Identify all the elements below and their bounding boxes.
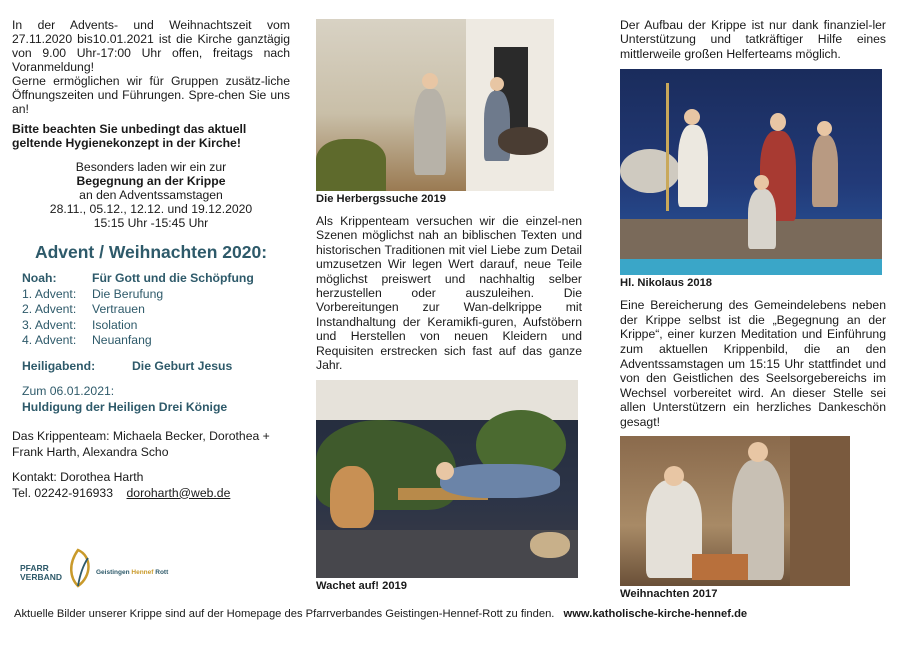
invite-line1: Besonders laden wir ein zur: [75, 160, 227, 174]
meeting-description: Eine Bereicherung des Gemeindelebens neben der Krippe selbst ist die „Begegnung an der Krippe“, einer kurzen Meditation und Einführung zum aktuellen Krippenbild, die an den Adventssamstagen um 15:15 Uhr stattfindet und von den Geistlichen des Seelsorgebereichs im Wechsel vorbereitet wird. An dieser Stelle sei allen Unterstützern ein herzliches Dankeschön gesagt!: [620, 298, 886, 429]
photo-sleeping-figure: [440, 464, 560, 498]
photo-figure: [414, 89, 446, 175]
advent-label: 1. Advent:: [22, 286, 77, 301]
photo-figure-head: [422, 73, 438, 89]
logo-name-line1: PFARR: [20, 563, 49, 573]
program-headline: Advent / Weihnachten 2020:: [34, 242, 268, 262]
caption-herbergssuche: Die Herbergssuche 2019: [316, 193, 446, 205]
program-advent-1: [22, 287, 290, 303]
right-column: [620, 0, 886, 601]
team-text: Das Krippenteam: Michaela Becker, Dorothea + Frank Harth, Alexandra Scho: [12, 429, 270, 459]
pfarrverband-logo: [20, 546, 210, 590]
hygiene-notice: Bitte beachten Sie unbedingt das aktuell geltende Hygienekonzept in der Kirche!: [12, 122, 247, 150]
middle-column: [316, 0, 582, 593]
logo-leaf-icon: [58, 546, 98, 590]
caption-weihnachten: Weihnachten 2017: [620, 587, 718, 600]
invite-line3: an den Adventssamstagen: [79, 188, 223, 202]
logo-name: [20, 564, 62, 582]
program-heiligabend: [22, 359, 290, 375]
photo-donkey: [498, 127, 548, 155]
homepage-link[interactable]: www.katholische-kirche-hennef.de: [563, 608, 748, 620]
opening-hours-text: In der Advents- und Weihnachtszeit vom 27.11.2020 bis10.01.2021 ist die Kirche ganztägig von 9.00 Uhr-17:00 Uhr offen, freitags nach Voranmeldung!: [12, 18, 290, 74]
photo-nikolaus: [620, 69, 882, 275]
phone-number: Tel. 02242-916933: [12, 485, 113, 500]
photo-herbergssuche: [316, 19, 554, 191]
photo-stone: [530, 532, 570, 558]
advent-theme: Isolation: [92, 317, 138, 332]
photo-figure-head: [664, 466, 684, 486]
program-advent-2: [22, 302, 290, 318]
advent-theme: Die Berufung: [92, 286, 164, 301]
photo-bishop-staff: [666, 83, 669, 211]
advent-label: 4. Advent:: [22, 333, 77, 347]
photo-vase: [330, 466, 374, 528]
program-advent-3: [22, 318, 290, 334]
advent-theme: Vertrauen: [92, 302, 145, 316]
logo-place-a: Geistingen: [96, 569, 130, 576]
invite-time: 15:15 Uhr -15:45 Uhr: [93, 216, 209, 230]
groups-text: Gerne ermöglichen wir für Gruppen zusätz-liche Öffnungszeiten und Führungen. Spre-chen Sie uns an!: [12, 74, 290, 116]
photo-wall: [790, 436, 850, 586]
logo-name-line2: VERBAND: [20, 572, 63, 582]
noah-theme: Für Gott und die Schöpfung: [92, 271, 254, 285]
photo-wachet-auf: [316, 380, 578, 578]
logo-places: [96, 569, 168, 576]
invite-dates: 28.11., 05.12., 12.12. und 19.12.2020: [49, 202, 253, 216]
program-list: [22, 271, 290, 415]
advent-label: 2. Advent:: [22, 302, 77, 316]
photo-figure-head: [490, 77, 504, 91]
photo-manger: [692, 554, 748, 580]
program-noah: [22, 271, 290, 287]
left-column: [12, 0, 290, 501]
photo-figure-head: [748, 442, 768, 462]
email-link[interactable]: doroharth@web.de: [126, 485, 231, 500]
photo-figure-head: [817, 121, 832, 136]
contact-name: Kontakt: Dorothea Harth: [12, 470, 144, 484]
photo-plants: [316, 139, 386, 191]
photo-figure-head: [684, 109, 700, 125]
program-advent-4: [22, 333, 290, 349]
caption-wachet-auf: Wachet auf! 2019: [316, 580, 407, 593]
logo-place-b: Hennef: [131, 569, 154, 576]
logo-place-c: Rott: [155, 569, 169, 576]
advent-label: 3. Advent:: [22, 317, 77, 332]
photo-sheep: [620, 149, 680, 193]
footer-text: Aktuelle Bilder unserer Krippe sind auf der Homepage des Pfarrverbandes Geistingen-Hennef-Rott zu finden.: [14, 608, 555, 620]
epiphany-date: Zum 06.01.2021:: [22, 384, 115, 398]
contact-line: [12, 486, 290, 502]
photo-figure-head: [770, 113, 786, 131]
caption-nikolaus: Hl. Nikolaus 2018: [620, 277, 713, 290]
advent-theme: Neuanfang: [92, 333, 152, 347]
photo-figure: [678, 125, 708, 207]
heiligabend-theme: Die Geburt Jesus: [132, 358, 233, 373]
noah-label: Noah:: [22, 271, 57, 285]
photo-weihnachten: [620, 436, 850, 586]
photo-water: [620, 259, 882, 275]
photo-figure: [812, 135, 838, 207]
heiligabend-label: Heiligabend:: [22, 358, 96, 373]
epiphany-theme: Huldigung der Heiligen Drei Könige: [22, 399, 228, 414]
team-description: Als Krippenteam versuchen wir die einzel-nen Szenen möglichst nah an biblischen Texten und historischen Traditionen mit viel Liebe zum Detail umzusetzen Wir legen Wert darauf, neue Teile möglichst preiswert und nachhaltig selber herzustellen oder auszuleihen. Die Vorbereitungen zur Wan-delkrippe mit Instandhaltung der Keramikfi-guren, Aufstöbern und Herstellen von neuen Kleidern und Requisiten erstrecken sich fast auf das ganze Jahr.: [316, 214, 582, 373]
invite-event: Begegnung an der Krippe: [76, 174, 226, 188]
invite-block: [12, 160, 290, 230]
support-intro: Der Aufbau der Krippe ist nur dank finanziel-ler Unterstützung und tatkräftiger Hilfe eines mittlerweile großen Helferteams möglich.: [620, 18, 886, 61]
photo-figure: [748, 189, 776, 249]
footer: [14, 608, 904, 620]
